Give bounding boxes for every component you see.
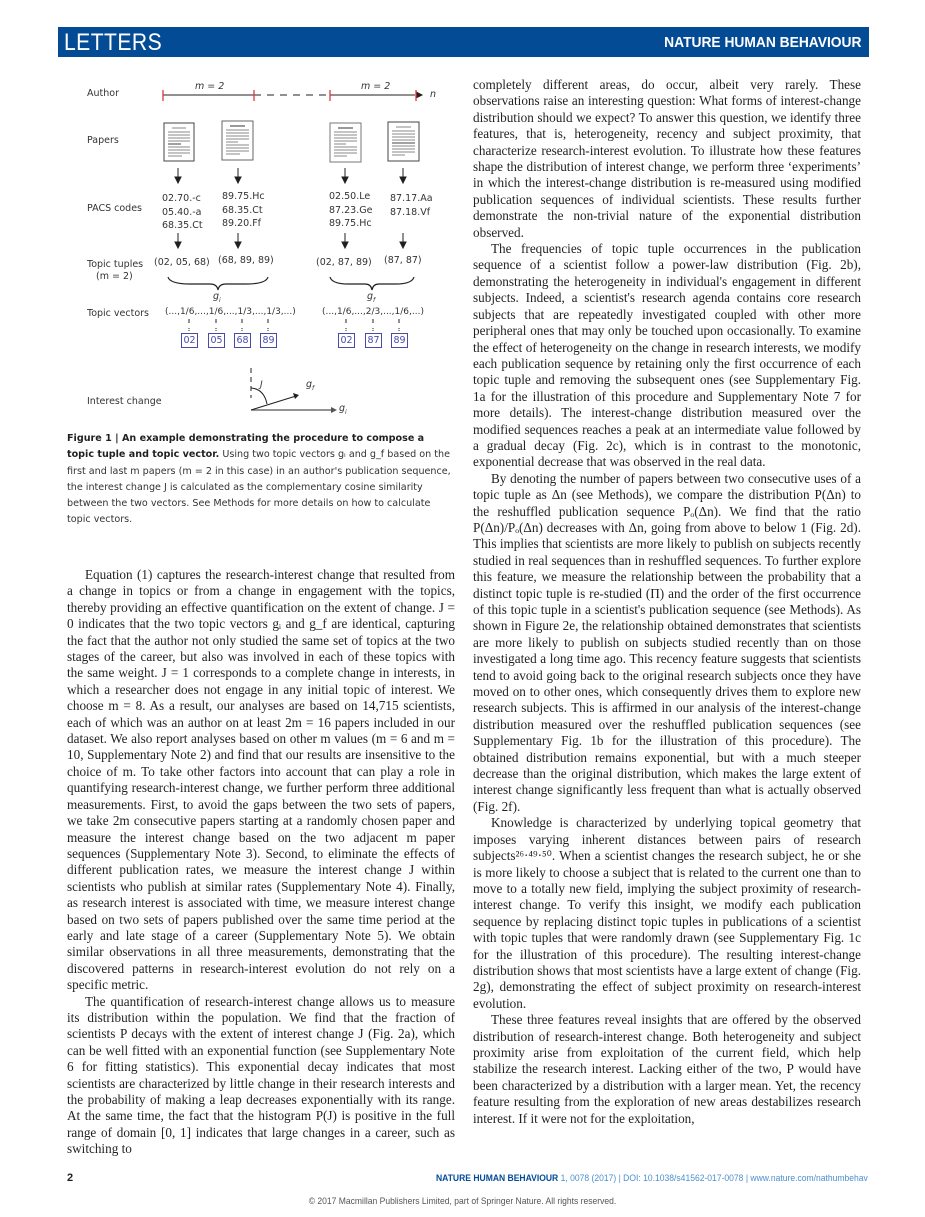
topic-tuple: (87, 87) [384, 255, 422, 266]
row-label-vectors: Topic vectors [87, 308, 149, 319]
page-number: 2 [67, 1172, 74, 1184]
gf-vector-label: $g_f$ [306, 379, 315, 392]
pacs-codes-paper-4 [390, 192, 433, 219]
topic-box: 87 [365, 333, 382, 348]
timeline-arrow-icon [416, 92, 422, 98]
row-label-interest: Interest change [87, 396, 162, 407]
citation-line[interactable] [436, 1173, 868, 1184]
pacs-codes-paper-2 [222, 190, 265, 231]
topic-vector-initial: (...,1/6,...,1/6,...,1/3,...,1/3,...) [165, 307, 296, 317]
topic-box: 02 [181, 333, 198, 348]
paper-icon [388, 122, 419, 161]
paper-icons [164, 121, 419, 162]
journal-name: NATURE HUMAN BEHAVIOUR [663, 34, 861, 51]
section-label: LETTERS [64, 29, 163, 56]
page-header [58, 27, 869, 57]
topic-box: 89 [260, 333, 277, 348]
row-label-papers: Papers [87, 135, 119, 146]
topic-tuple: (02, 87, 89) [316, 257, 372, 268]
pacs-code: 87.18.Vf [390, 206, 431, 218]
paragraph: By denoting the number of papers between two consecutive uses of a topic tuple as Δn (see Methods), we compare the distribution P(Δn) to the reshuffled publication sequence Pₒ(Δn). We find that the ratio P(Δn)/Pₒ(Δn) decreases with Δn, going from above to below 1 (Fig. 2d). This implies that scientists are more likely to publish on subjects recently studied in real sequences than in reshuffled sequences. To further explore this feature, we measure the relationship between the probability that a distinct topic tuple is re-studied (Π) and the order of the first occurrence of this topic tuple in a scientist's publication sequence (see Methods). As shown in Figure 2e, the relationship obtained demonstrates that scientists are more likely to publish on subjects studied recently than on those investigated a long time ago. This recency feature suggests that scientists tend to avoid going back to the original research subjects once they have moved on to other ones, which consequently drives them to explore new research subjects. This is affirmed in our analysis of the interest-change distribution measured over the reshuffled publication sequences (see Supplementary Fig. 1b for the illustration of this procedure). The obtained distribution remains exponential, but with a much steeper decrease than the original distribution, which makes the large extent of interest change significantly less frequent than what is actually observed (Fig. 2f). [473, 470, 861, 814]
topic-box: 89 [391, 333, 408, 348]
vector-gf [251, 396, 296, 410]
topic-tuple: (02, 05, 68) [154, 257, 210, 268]
axis-label-n: n [430, 89, 437, 100]
pacs-code: 87.23.Ge [329, 204, 373, 216]
figure-1 [60, 72, 460, 427]
topic-tuple: (68, 89, 89) [218, 255, 274, 266]
paragraph: These three features reveal insights that are offered by the observed distribution of research-interest change. Both heterogeneity and subject proximity arise from exploitation of the current field, which help stabilize the research interest. Lacking either of the two, P would have been characterized by a distribution with a larger mean. Yet, the recency feature resulting from the exploration of new areas destabilizes research interest. If it were not for the exploitation, [473, 1012, 861, 1126]
angle-arc [251, 388, 267, 404]
topic-box: 68 [234, 333, 251, 348]
arrow-down-icon [400, 177, 406, 183]
paper-icon [330, 123, 361, 162]
row-label-tuples: Topic tuples [87, 259, 144, 270]
vector-ticks [189, 319, 399, 331]
topic-box: 05 [208, 333, 225, 348]
m-label-left: m = 2 [195, 81, 225, 92]
paragraph: Knowledge is characterized by underlying topical geometry that imposes varying inherent distances between pairs of research subjects²⁶·⁴⁹·⁵⁰. When a scientist changes the research subject, he or she is more likely to choose a subject that is related to the current one than to move to a totally new field, implying the subject proximity of research-interest change. To verify this insight, we modify each publication sequence by replacing distinct topic tuples in publications of a scientist with topic tuples that were randomly drawn (see Supplementary Fig. 1c for the illustration of this procedure). The resulting interest-change distribution shows that most scientists have a large extent of change (Fig. 2g), demonstrating the effect of subject proximity on research-interest evolution. [473, 815, 861, 1011]
pacs-code: 68.35.Ct [222, 204, 263, 216]
row-label-tuples-sub: (m = 2) [96, 271, 133, 282]
pacs-code: 87.17.Aa [390, 193, 433, 204]
paper-icon [222, 121, 253, 160]
arrow-down-icon [400, 242, 406, 248]
pacs-code: 89.75.Hc [329, 218, 372, 229]
paragraph: Equation (1) captures the research-interest change that resulted from a change in topics or from a change in engagement with the topics, thereby providing an effective quantification on the extent of change. J = 0 indicates that the two topic vectors gᵢ and g_f are identical, capturing the fact that the author not only studied the same set of topics at the two stages of the career, but also was involved in each of these topics with the same weight. J = 1 corresponds to a complete change in interests, in which a researcher does not engage in any initial topic of interest. We choose m = 8. As a result, our analyses are based on 14,715 scientists, each of which was an author on at least 2m = 16 papers included in our dataset. We also report analyses based on other m values (m = 6 and m = 10, Supplementary Note 2) and find that our results are insensitive to the choice of m. To take other factors into account that can play a role in quantifying research-interest change, we further perform three additional measurements. First, to avoid the gaps between the two sets of papers, we take 2m consecutive papers starting at a randomly chosen paper and measure the interest change based on the two adjacent m paper sequences (Supplementary Note 3). Second, to eliminate the effects of different publication rates, we measure the interest change J within scientists who publish at similar rates (Supplementary Note 4). Finally, as research interest is associated with time, we measure interest change based on two sets of papers published over the same time period at the early and late stage of a career (Supplementary Note 5). We obtain similar observations in all three measurements, demonstrating that the discovered patterns in research-interest evolution do not rely on a specific metric. [67, 567, 455, 993]
pacs-codes-paper-3 [329, 190, 372, 231]
g-initial-label: $g_i$ [213, 291, 221, 304]
pacs-code: 68.35.Ct [162, 220, 203, 231]
gi-vector-label: $g_i$ [339, 403, 347, 416]
interest-change-diagram [251, 368, 337, 413]
pacs-code: 89.20.Ff [222, 218, 262, 229]
topic-box: 02 [338, 333, 355, 348]
brace-final [330, 277, 414, 290]
topic-vector-final: (...,1/6,...,2/3,...,1/6,...) [322, 307, 424, 317]
author-timeline [163, 92, 422, 98]
footer-doi[interactable]: 1, 0078 (2017) | DOI: 10.1038/s41562-017-0078 | www.nature.com/nathumbehav [558, 1173, 868, 1184]
pacs-code: 02.50.Le [329, 191, 371, 202]
paragraph: The quantification of research-interest change allows us to measure its distribution within the population. We find that the fraction of scientists P decays with the extent of interest change J (Fig. 2a), which can be well fitted with an exponential function (see Supplementary Note 6 for fitting statistics). This exponential decay indicates that most scientists are characterized by little change in their research interests and the probability of making a leap decreases exponentially with its range. At the same time, the fact that the histogram P(J) is positive in the full range of domain [0, 1] indicates that large changes in a career, such as switching to [67, 993, 455, 1157]
g-final-label: $g_f$ [367, 291, 376, 304]
arrow-gf-icon [293, 393, 299, 399]
arrow-down-icon [175, 177, 181, 183]
brace-initial [168, 277, 268, 290]
angle-j-label: J [260, 380, 263, 390]
body-column-left [67, 567, 455, 1158]
pacs-codes-paper-1 [162, 192, 203, 233]
arrow-down-icon [235, 177, 241, 183]
arrow-down-icon [342, 177, 348, 183]
paragraph: The frequencies of topic tuple occurrences in the publication sequence of a scientist follow a power-law distribution (Fig. 2b), demonstrating the heterogeneity in individual's engagement in different subjects. Indeed, a scientist's research agenda contains core research subjects that are repeatedly investigated coupled with other more peripheral ones that may only be touched upon occasionally. To examine the effect of heterogeneity on the change in research interests, we modify each publication sequence by retaining only the first occurrence of each topic tuple and removing the subsequent ones (see Supplementary Fig. 1a for the illustration of this procedure and Supplementary Note 7 for more details). The interest-change distribution measured over the modified sequences reaches a peak at an intermediate value followed by a gradual decay (Fig. 2c), which is in contrast to the monotonic, exponential decrease that was observed in the real data. [473, 241, 861, 470]
arrow-down-icon [235, 242, 241, 248]
caption-text: Using two topic vectors gᵢ and g_f based on the first and last m papers (m = 2 in this case) in an author's publication sequence, the interest change J is calculated as the complementary cosine similarity between the two vectors. See Methods for more details on how to calculate topic vectors. [67, 449, 451, 526]
arrow-down-icon [175, 242, 181, 248]
pacs-code: 02.70.-c [162, 193, 201, 204]
row-label-author: Author [87, 88, 119, 99]
footer-journal: NATURE HUMAN BEHAVIOUR [436, 1173, 559, 1184]
figure-caption [67, 431, 452, 529]
m-label-right: m = 2 [361, 81, 391, 92]
paragraph: completely different areas, do occur, albeit very rarely. These observations raise an interesting question: What forms of interest-change distribution should we expect? To answer this question, we identify three features, that is, heterogeneity, recency and subject proximity, that characterize research-interest evolution. To illustrate how these features shape the distribution of interest change, we perform three ‘experiments’ in which the interest-change distribution is re-measured using modified publication sequences of individual scientists. These results further demonstrate the non-trivial nature of the exponential distribution observed. [473, 77, 861, 240]
pacs-code: 05.40.-a [162, 206, 202, 218]
copyright: © 2017 Macmillan Publishers Limited, part of Springer Nature. All rights reserved. [308, 1196, 617, 1207]
arrow-gi-icon [331, 407, 337, 413]
pacs-code: 89.75.Hc [222, 191, 265, 202]
row-label-pacs: PACS codes [87, 203, 142, 214]
paper-icon [164, 123, 194, 161]
arrow-down-icon [342, 242, 348, 248]
caption-title: Figure 1 | An example demonstrating the procedure to compose a topic tuple and topic vector. [67, 433, 425, 461]
figure-1-drawing [60, 72, 460, 427]
body-column-right [473, 77, 861, 1127]
